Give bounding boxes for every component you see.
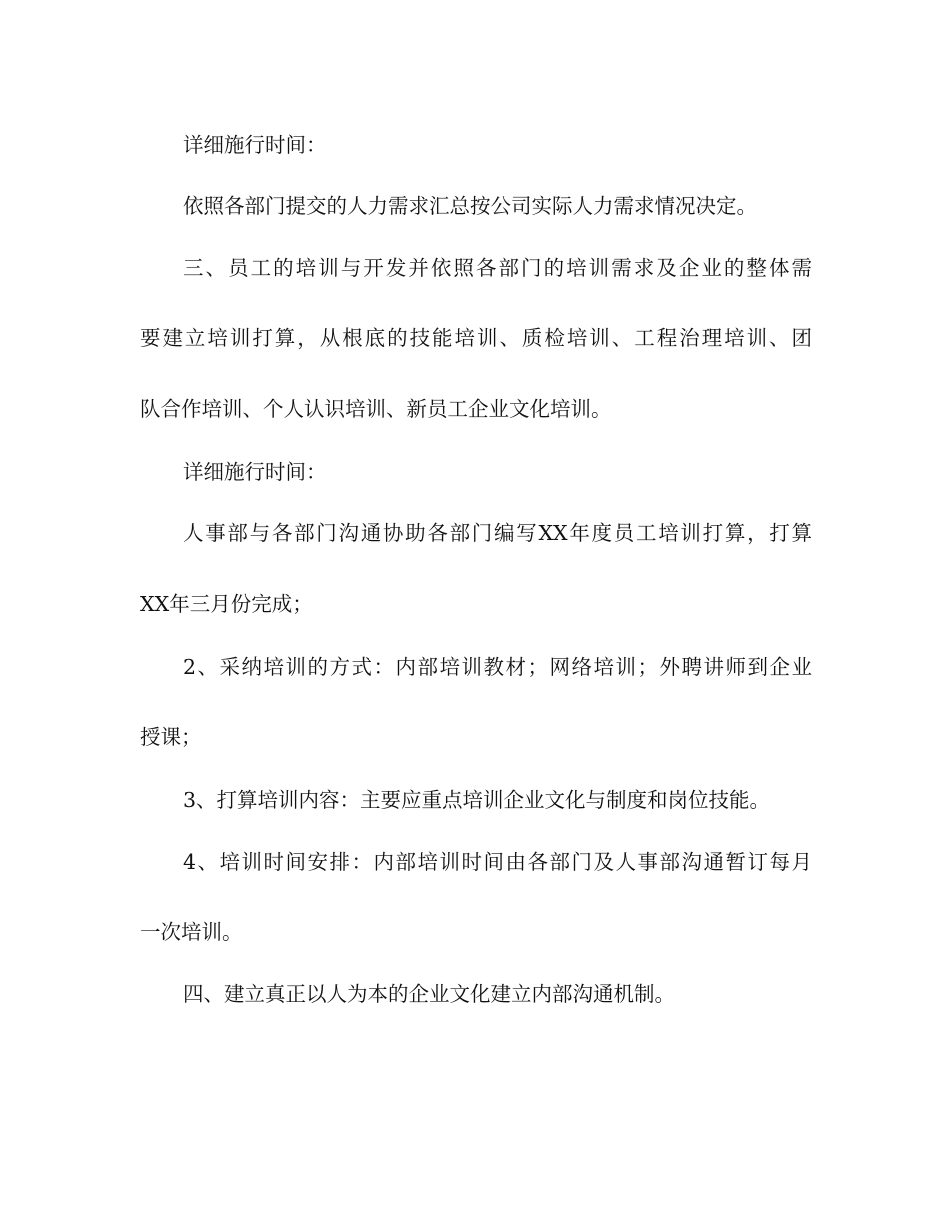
text-line: 队合作培训、个人认识培训、新员工企业文化培训。 <box>140 397 612 421</box>
text-line: 一次培训。 <box>140 920 243 944</box>
text-line: 四、建立真正以人为本的企业文化建立内部沟通机制。 <box>183 982 675 1006</box>
text-line: XX年三月份完成； <box>140 592 313 616</box>
text-line: 4、培训时间安排：内部培训时间由各部门及人事部沟通暂订每月 <box>183 850 812 874</box>
text-line: 3、打算培训内容：主要应重点培训企业文化与制度和岗位技能。 <box>183 788 771 812</box>
text-line: 详细施行时间： <box>183 460 327 484</box>
text-line: 要建立培训打算，从根底的技能培训、质检培训、工程治理培训、团 <box>140 326 812 350</box>
text-line: 人事部与各部门沟通协助各部门编写XX年度员工培训打算，打算 <box>183 521 812 545</box>
text-line: 授课； <box>140 725 202 749</box>
text-line: 2、采纳培训的方式：内部培训教材；网络培训；外聘讲师到企业 <box>183 655 812 679</box>
text-line: 详细施行时间： <box>183 133 327 157</box>
text-line: 依照各部门提交的人力需求汇总按公司实际人力需求情况决定。 <box>183 194 757 218</box>
text-line: 三、员工的培训与开发并依照各部门的培训需求及企业的整体需 <box>183 256 812 280</box>
